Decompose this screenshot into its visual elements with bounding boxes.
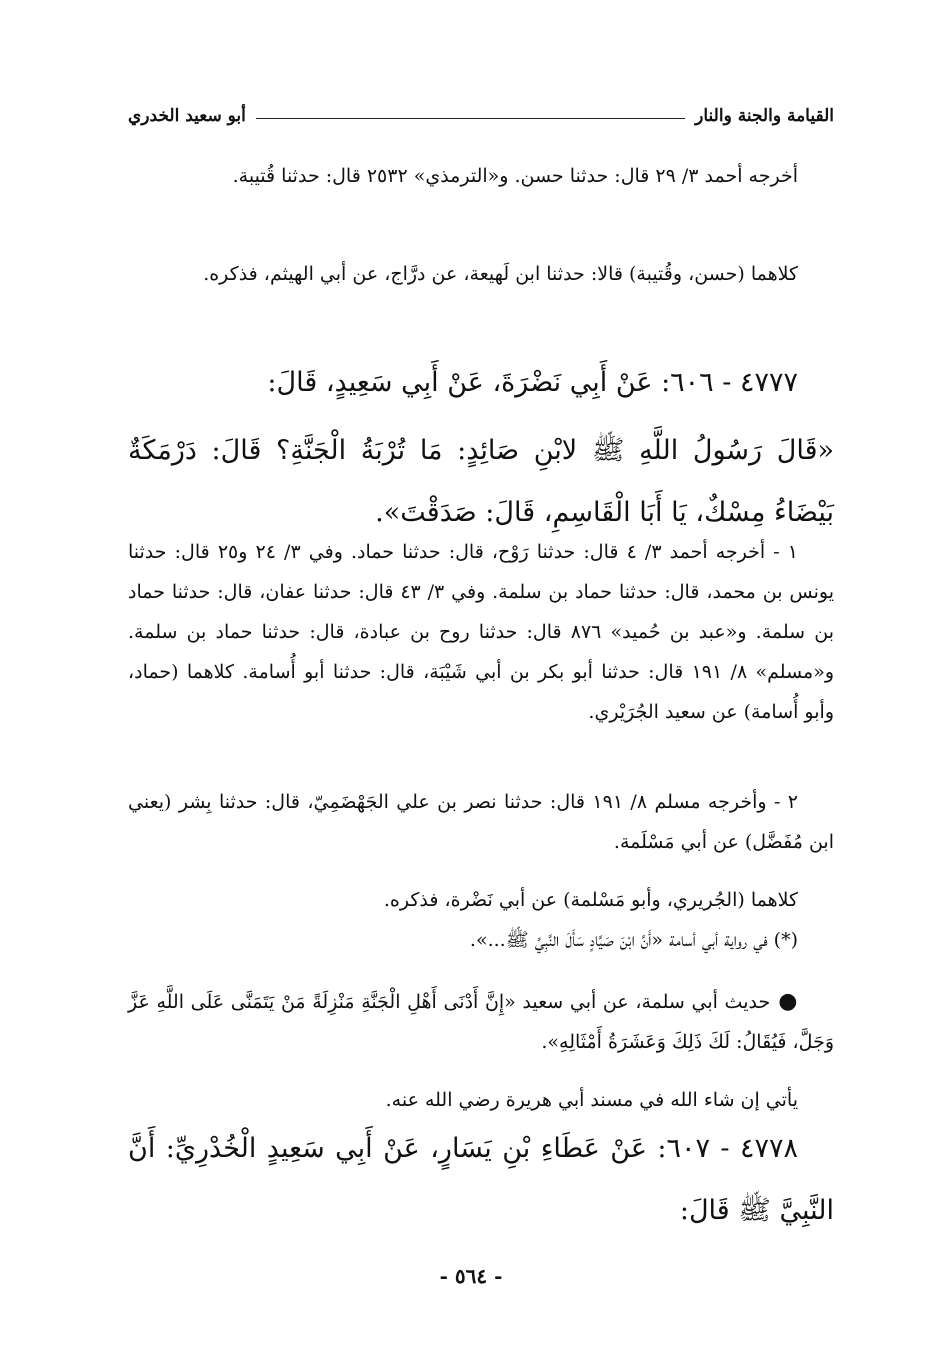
hadith-4778 — [128, 1118, 834, 1242]
variant-note-text: (*) في رواية أبي أسامة «أَنَّ ابْنَ صَيَّادٍ سَأَلَ النَّبِيَّ ﷺ...». — [469, 929, 798, 951]
hadith-matn-text: «قَالَ رَسُولُ اللَّهِ ﷺ لابْنِ صَائِدٍ: مَا تُرْبَةُ الْجَنَّةِ؟ قَالَ: دَرْمَكَةٌ بَيْضَاءُ مِسْكٌ، يَا أَبَا الْقَاسِمِ، قَالَ: صَدَقْتَ». — [128, 435, 834, 528]
takhrij-2 — [128, 782, 834, 862]
hadith-4777-text — [128, 420, 834, 544]
variant-note — [128, 920, 834, 960]
bullet-icon: ● — [778, 989, 798, 1014]
header-right-title: القيامة والجنة والنار — [695, 106, 834, 126]
takhrij-text: كلاهما (الجُريري، وأبو مَسْلمة) عن أبي نَضْرة، فذكره. — [383, 889, 798, 911]
header-left-title: أبو سعيد الخدري — [128, 106, 246, 126]
cross-reference-note — [128, 1080, 834, 1120]
source-note-2 — [128, 254, 834, 294]
takhrij-text: ٢ - وأخرجه مسلم ٨/ ١٩١ قال: حدثنا نصر بن علي الجَهْضَمِيّ، قال: حدثنا بِشر (يعني ابن مُفَضَّل) عن أبي مَسْلَمة. — [128, 791, 834, 853]
hadith-4777-heading — [128, 352, 834, 414]
page-number: - ٥٦٤ - — [439, 1264, 503, 1288]
takhrij-summary — [128, 880, 834, 920]
cross-reference — [128, 982, 834, 1062]
takhrij-1 — [128, 532, 834, 732]
running-header — [128, 100, 834, 132]
hadith-heading-text: ٤٧٧٧ - ٦٠٦: عَنْ أَبِي نَضْرَةَ، عَنْ أَبِي سَعِيدٍ، قَالَ: — [267, 367, 798, 398]
source-note-text: أخرجه أحمد ٣/ ٢٩ قال: حدثنا حسن. و«الترمذي» ٢٥٣٢ قال: حدثنا قُتيبة. — [232, 165, 798, 187]
cross-reference-text: حديث أبي سلمة، عن أبي سعيد «إِنَّ أَدْنَى أَهْلِ الْجَنَّةِ مَنْزِلَةً مَنْ يَتَمَنَّى عَلَى اللَّهِ عَزَّ وَجَلَّ، فَيُقَالُ: لَكَ ذَلِكَ وَعَشَرَةُ أَمْثَالِهِ». — [128, 991, 834, 1053]
cross-reference-paragraph — [128, 982, 834, 1062]
takhrij-text: ١ - أخرجه أحمد ٣/ ٤ قال: حدثنا رَوْح، قال: حدثنا حماد. وفي ٣/ ٢٤ و٢٥ قال: حدثنا يونس بن محمد، قال: حدثنا حماد بن سلمة. وفي ٣/ ٤٣ قال: حدثنا عفان، قال: حدثنا حماد بن سلمة. و«عبد بن حُميد» ٨٧٦ قال: حدثنا روح بن عبادة، قال: حدثنا حماد بن سلمة. و«مسلم» ٨/ ١٩١ قال: حدثنا أبو بكر بن أبي شَيْبَة، قال: حدثنا أبو أُسامة. كلاهما (حماد، وأبو أُسامة) عن سعيد الجُرَيْري. — [128, 541, 834, 723]
cross-reference-note-text: يأتي إن شاء الله في مسند أبي هريرة رضي الله عنه. — [385, 1089, 798, 1111]
hadith-heading-text: ٤٧٧٨ - ٦٠٧: عَنْ عَطَاءِ بْنِ يَسَارٍ، عَنْ أَبِي سَعِيدٍ الْخُدْرِيِّ: أَنَّ النَّبِيَّ ﷺ قَالَ: — [128, 1133, 834, 1226]
source-note-1 — [128, 156, 834, 196]
source-note-text: كلاهما (حسن، وقُتيبة) قالا: حدثنا ابن لَهيعة، عن درَّاج، عن أبي الهيثم، فذكره. — [203, 263, 798, 285]
header-rule — [256, 118, 685, 119]
